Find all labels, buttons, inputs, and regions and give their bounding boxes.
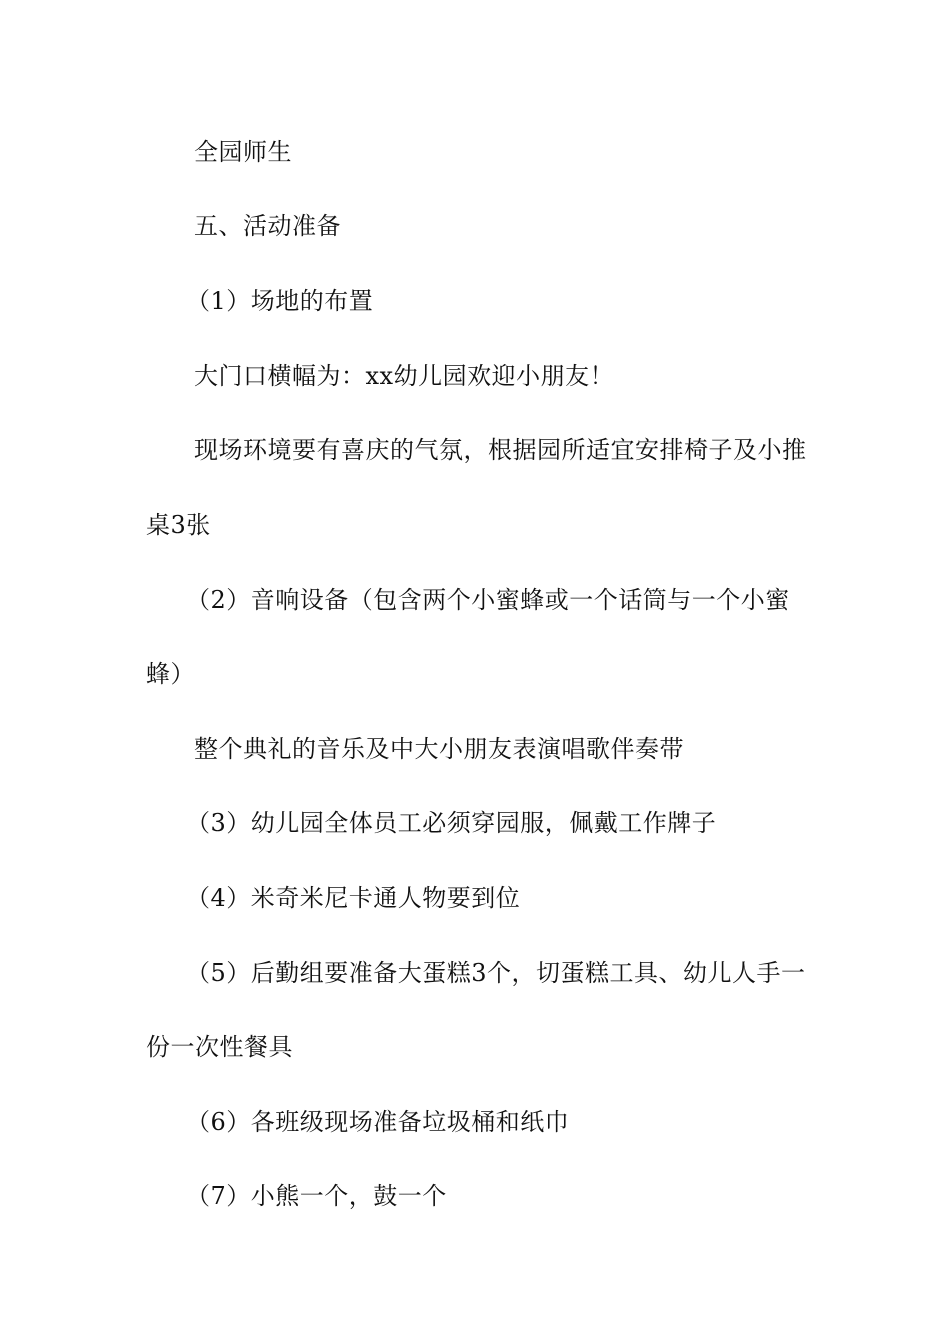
paragraph-environment-line2: 桌3张 [146,511,211,539]
list-item-trash: （6）各班级现场准备垃圾桶和纸巾 [186,1108,570,1136]
list-item-audio-line2: 蜂） [146,660,195,688]
section-heading-preparation: 五、活动准备 [194,212,341,240]
paragraph-banner: 大门口横幅为：xx幼儿园欢迎小朋友！ [194,362,615,390]
list-item-characters: （4）米奇米尼卡通人物要到位 [186,884,521,912]
list-item-uniform: （3）幼儿园全体员工必须穿园服，佩戴工作牌子 [186,809,717,837]
paragraph-participants: 全园师生 [194,138,292,166]
list-item-cake-line2: 份一次性餐具 [146,1033,293,1061]
list-item-cake-line1: （5）后勤组要准备大蛋糕3个，切蛋糕工具、幼儿人手一 [186,959,806,987]
list-item-audio-line1: （2）音响设备（包含两个小蜜蜂或一个话筒与一个小蜜 [186,586,790,614]
list-item-venue: （1）场地的布置 [186,287,374,315]
paragraph-music: 整个典礼的音乐及中大小朋友表演唱歌伴奏带 [194,735,684,763]
paragraph-environment-line1: 现场环境要有喜庆的气氛，根据园所适宜安排椅子及小推 [194,436,807,464]
list-item-props: （7）小熊一个，鼓一个 [186,1182,447,1210]
